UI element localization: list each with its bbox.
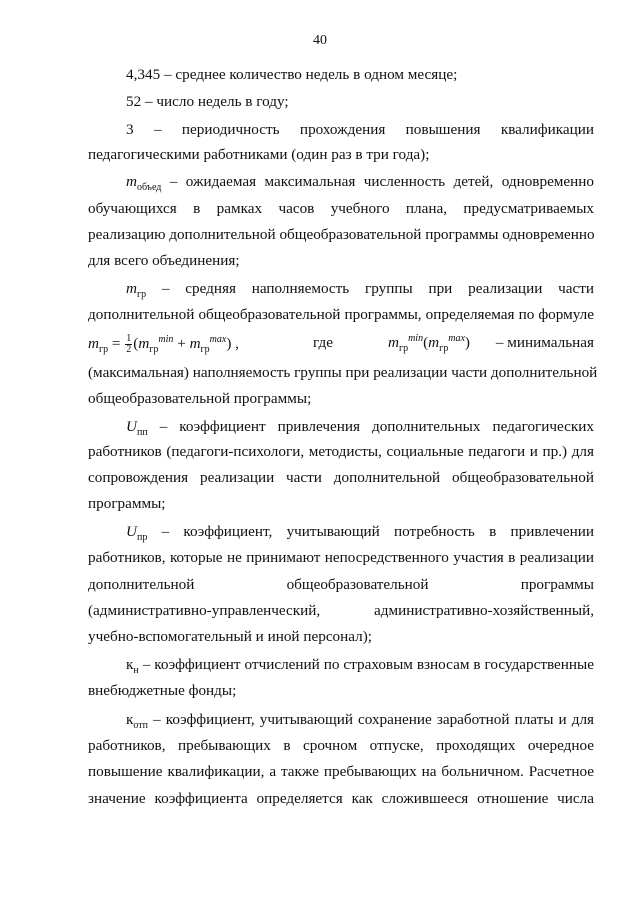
paragraph-line: 52 – число недель в году; xyxy=(126,93,289,110)
symbol-k: к xyxy=(126,711,134,728)
symbol-m: m xyxy=(126,173,137,190)
symbol-sub-obed: объед xyxy=(136,182,162,194)
paragraph-line: (административно-управленческий, административно-хозяйственный, xyxy=(88,602,594,619)
fraction-one-half: $\frac{1}{2}$ xyxy=(126,333,132,355)
formula-line-k-otp xyxy=(126,711,595,732)
symbol-sub-pp: пп xyxy=(136,427,148,439)
paragraph-line: работников (педагоги-психологи, методисты, социальные педагоги и пр.) для xyxy=(88,443,594,460)
formula-m-gr-equation: $m_{гр}$ = $\frac{1}{2}$ $(m_{гр}^{min} + m_{гр}^{max})$ , xyxy=(88,333,239,356)
paragraph-line: общеобразовательной программы; xyxy=(88,390,312,407)
formula-line-m-obed xyxy=(126,173,595,194)
paragraph-line: 4,345 – среднее количество недель в одном месяце; xyxy=(126,66,458,83)
symbol-m: m xyxy=(126,280,137,297)
symbol-sub-gr: гр xyxy=(136,289,147,301)
paragraph-line: повышение квалификации, а также пребывающих на больничном. Расчетное xyxy=(88,763,594,780)
paragraph-line: дополнительной общеобразовательной программы, определяемая по формуле xyxy=(88,306,594,323)
paragraph-line: 3 – периодичность прохождения повышения квалификации xyxy=(126,121,594,138)
paragraph-line: дополнительной общеобразовательной программы xyxy=(88,576,594,593)
paragraph-line: сопровождения реализации части дополнительной общеобразовательной xyxy=(88,469,594,486)
paragraph-line: работников, пребывающих в срочном отпуске, проходящих очередное xyxy=(88,737,594,754)
paragraph-text: – средняя наполняемость группы при реализации части xyxy=(161,280,594,297)
symbol-u: U xyxy=(126,418,137,435)
formula-line-u-pr xyxy=(126,523,594,544)
formula-line-m-gr xyxy=(126,280,594,301)
paragraph-line: для всего объединения; xyxy=(88,252,240,269)
paragraph-text: – коэффициент отчислений по страховым взносам в государственные xyxy=(142,656,595,673)
paragraph-line: работников, которые не принимают непосредственного участия в реализации xyxy=(88,549,594,566)
symbol-sub-n: н xyxy=(133,665,139,677)
word-where: где xyxy=(313,334,333,351)
page-number: 40 xyxy=(313,33,327,48)
paragraph-text: – коэффициент, учитывающий сохранение заработной платы и для xyxy=(153,711,595,728)
formula-min-max: $m_{гр}^{min}(m_{гр}^{max})$ xyxy=(388,332,470,355)
paragraph-text: – ожидаемая максимальная численность детей, одновременно xyxy=(169,173,595,190)
paragraph-line: педагогическими работниками (один раз в три года); xyxy=(88,146,430,163)
symbol-sub-otp: отп xyxy=(133,720,148,732)
formula-line-k-n xyxy=(126,656,595,677)
paragraph-text: – минимальная xyxy=(495,334,594,351)
formula-line-u-pp xyxy=(126,418,595,439)
paragraph-line: (максимальная) наполняемость группы при реализации части дополнительной xyxy=(88,364,598,381)
paragraph-line: программы; xyxy=(88,495,166,512)
paragraph-line: внебюджетные фонды; xyxy=(88,682,237,699)
paragraph-line: обучающихся в рамках часов учебного плана, предусматриваемых xyxy=(88,200,594,217)
symbol-k: к xyxy=(126,656,134,673)
paragraph-line: значение коэффициента определяется как сложившееся отношение числа xyxy=(88,790,594,807)
paragraph-line: учебно-вспомогательный и иной персонал); xyxy=(88,628,373,645)
paragraph-line: реализацию дополнительной общеобразовательной программы одновременно xyxy=(88,226,595,243)
symbol-sub-pr: пр xyxy=(136,532,148,544)
paragraph-text: – коэффициент, учитывающий потребность в привлечении xyxy=(161,523,594,540)
formula-line xyxy=(88,334,594,355)
paragraph-text: – коэффициент привлечения дополнительных педагогических xyxy=(159,418,595,435)
symbol-u: U xyxy=(126,523,137,540)
